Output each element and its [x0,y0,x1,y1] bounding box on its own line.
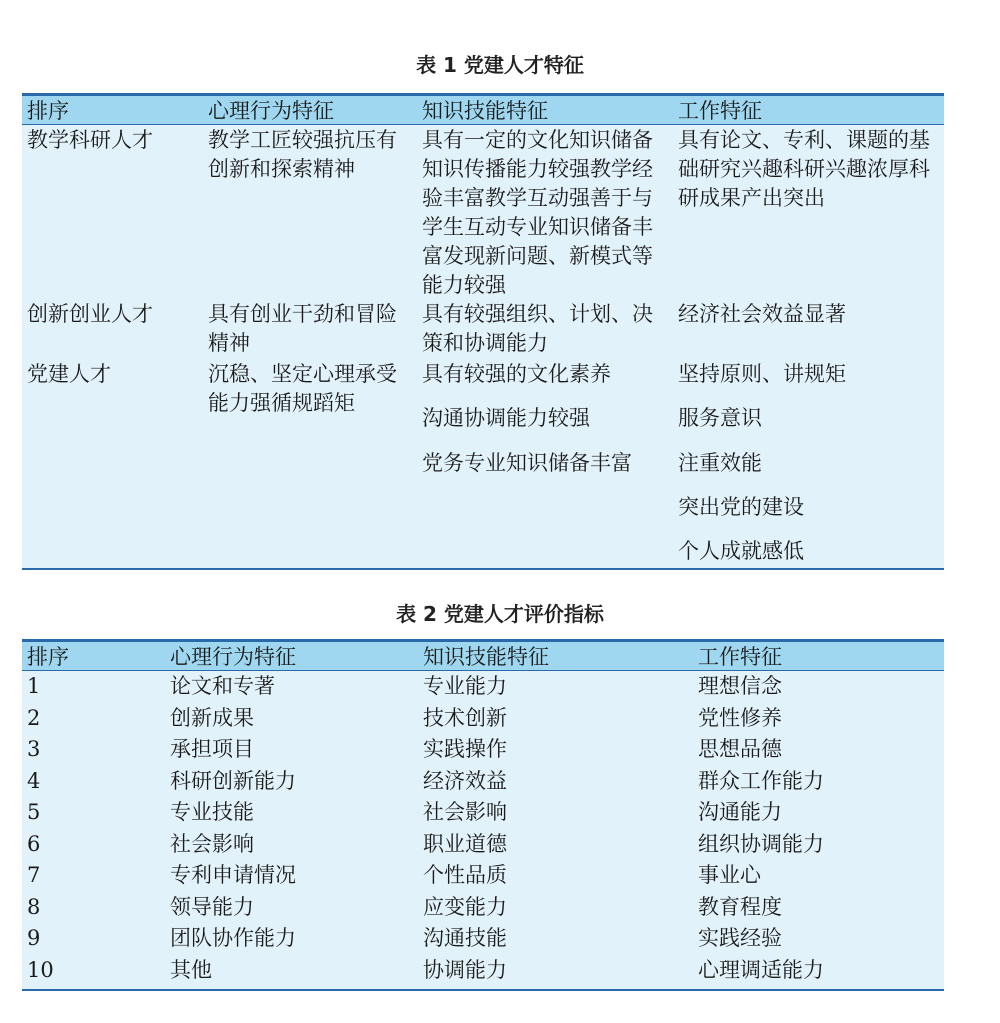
table2-work: 心理调适能力 [698,957,824,982]
table1-row3-knowledge-1: 具有较强的文化素养 [422,362,611,386]
table2-knowledge: 经济效益 [423,768,507,793]
table2-work: 事业心 [698,863,761,887]
table2-knowledge: 沟通技能 [423,926,507,950]
table2-psych: 科研创新能力 [170,768,296,793]
table1-header-row [22,93,944,125]
table2-knowledge: 职业道德 [423,831,507,856]
table1-row3-work-1: 坚持原则、讲规矩 [678,362,846,386]
table2-psych: 其他 [170,957,212,982]
table-row [22,861,944,892]
table2-rank: 5 [27,800,41,824]
table1-row1-type: 教学科研人才 [27,128,153,152]
table2-rank: 6 [27,831,41,856]
table-row [22,672,944,703]
table2-work: 党性修养 [698,705,782,730]
table1-row1-knowledge: 具有一定的文化知识储备知识传播能力较强教学经验丰富教学互动强善于与学生互动专业知识储备丰富发现新问题、新模式等能力较强 [422,128,653,297]
table1-caption: 表 1 党建人才特征 [416,53,584,77]
table2-work: 教育程度 [698,894,782,919]
table2-knowledge: 社会影响 [423,800,507,824]
table1-header-knowledge: 知识技能特征 [422,99,548,123]
table2-psych: 专业技能 [170,800,254,824]
table2-caption: 表 2 党建人才评价指标 [396,602,604,626]
table1-row3-work-2: 服务意识 [678,406,762,430]
table2-header-psych: 心理行为特征 [170,645,296,669]
table-row [22,798,944,829]
table1-row1-work: 具有论文、专利、课题的基础研究兴趣科研兴趣浓厚科研成果产出突出 [678,128,930,210]
table-row [22,735,944,766]
table2-knowledge: 协调能力 [423,957,507,982]
table1-row2-knowledge: 具有较强组织、计划、决策和协调能力 [422,302,653,355]
table2-rank: 4 [27,768,41,793]
table1-row3-work-4: 突出党的建设 [678,495,804,519]
table1-header-work: 工作特征 [678,99,762,123]
table2-work: 思想品德 [698,737,782,761]
table1-row2-type: 创新创业人才 [27,302,153,326]
table2-work: 实践经验 [698,926,782,950]
table2-rank: 10 [27,957,54,982]
table2-header-rank: 排序 [27,645,69,669]
table-row [22,704,944,735]
table1-row3-type: 党建人才 [27,362,111,386]
table1-row3-psych: 沉稳、坚定心理承受能力强循规蹈矩 [208,362,397,415]
table-row [22,893,944,924]
table1-row3-work-3: 注重效能 [678,451,762,475]
table1-header-psych: 心理行为特征 [208,99,334,123]
table1-row3-work-5: 个人成就感低 [678,539,804,563]
table-row [22,830,944,861]
table2-rank: 7 [27,863,41,887]
table1-row2-work: 经济社会效益显著 [678,302,846,326]
table2-knowledge: 技术创新 [423,705,507,730]
table2-knowledge: 个性品质 [423,863,507,887]
table2-work: 沟通能力 [698,800,782,824]
table2-rank: 9 [27,926,41,950]
table2-rank: 8 [27,894,41,919]
table2-rank: 2 [27,705,41,730]
table2-psych: 团队协作能力 [170,926,296,950]
table2-rank: 3 [27,737,41,761]
table2-psych: 专利申请情况 [170,863,296,887]
table2-header-knowledge: 知识技能特征 [423,645,549,669]
table1-row3-knowledge-3: 党务专业知识储备丰富 [422,451,632,475]
table1-row1-psych: 教学工匠较强抗压有创新和探索精神 [208,128,397,181]
table2-header-row [22,639,944,671]
table2 [22,639,944,991]
table2-knowledge: 应变能力 [423,894,507,919]
table2-psych: 创新成果 [170,705,254,730]
table1-row3-knowledge-2: 沟通协调能力较强 [422,406,590,430]
table2-psych: 承担项目 [170,737,254,761]
table1 [22,93,944,570]
table2-knowledge: 专业能力 [423,674,507,698]
table2-psych: 领导能力 [170,894,254,919]
table2-rank: 1 [27,674,41,698]
table1-header-rank: 排序 [27,99,69,123]
table2-header-work: 工作特征 [698,645,782,669]
table-row [22,924,944,955]
table2-work: 组织协调能力 [698,831,824,856]
table2-psych: 社会影响 [170,831,254,856]
table2-psych: 论文和专著 [170,674,275,698]
table1-row2-psych: 具有创业干劲和冒险精神 [208,302,397,355]
table2-work: 群众工作能力 [698,768,824,793]
table2-work: 理想信念 [698,674,782,698]
table-row [22,956,944,987]
table-row [22,767,944,798]
table2-knowledge: 实践操作 [423,737,507,761]
